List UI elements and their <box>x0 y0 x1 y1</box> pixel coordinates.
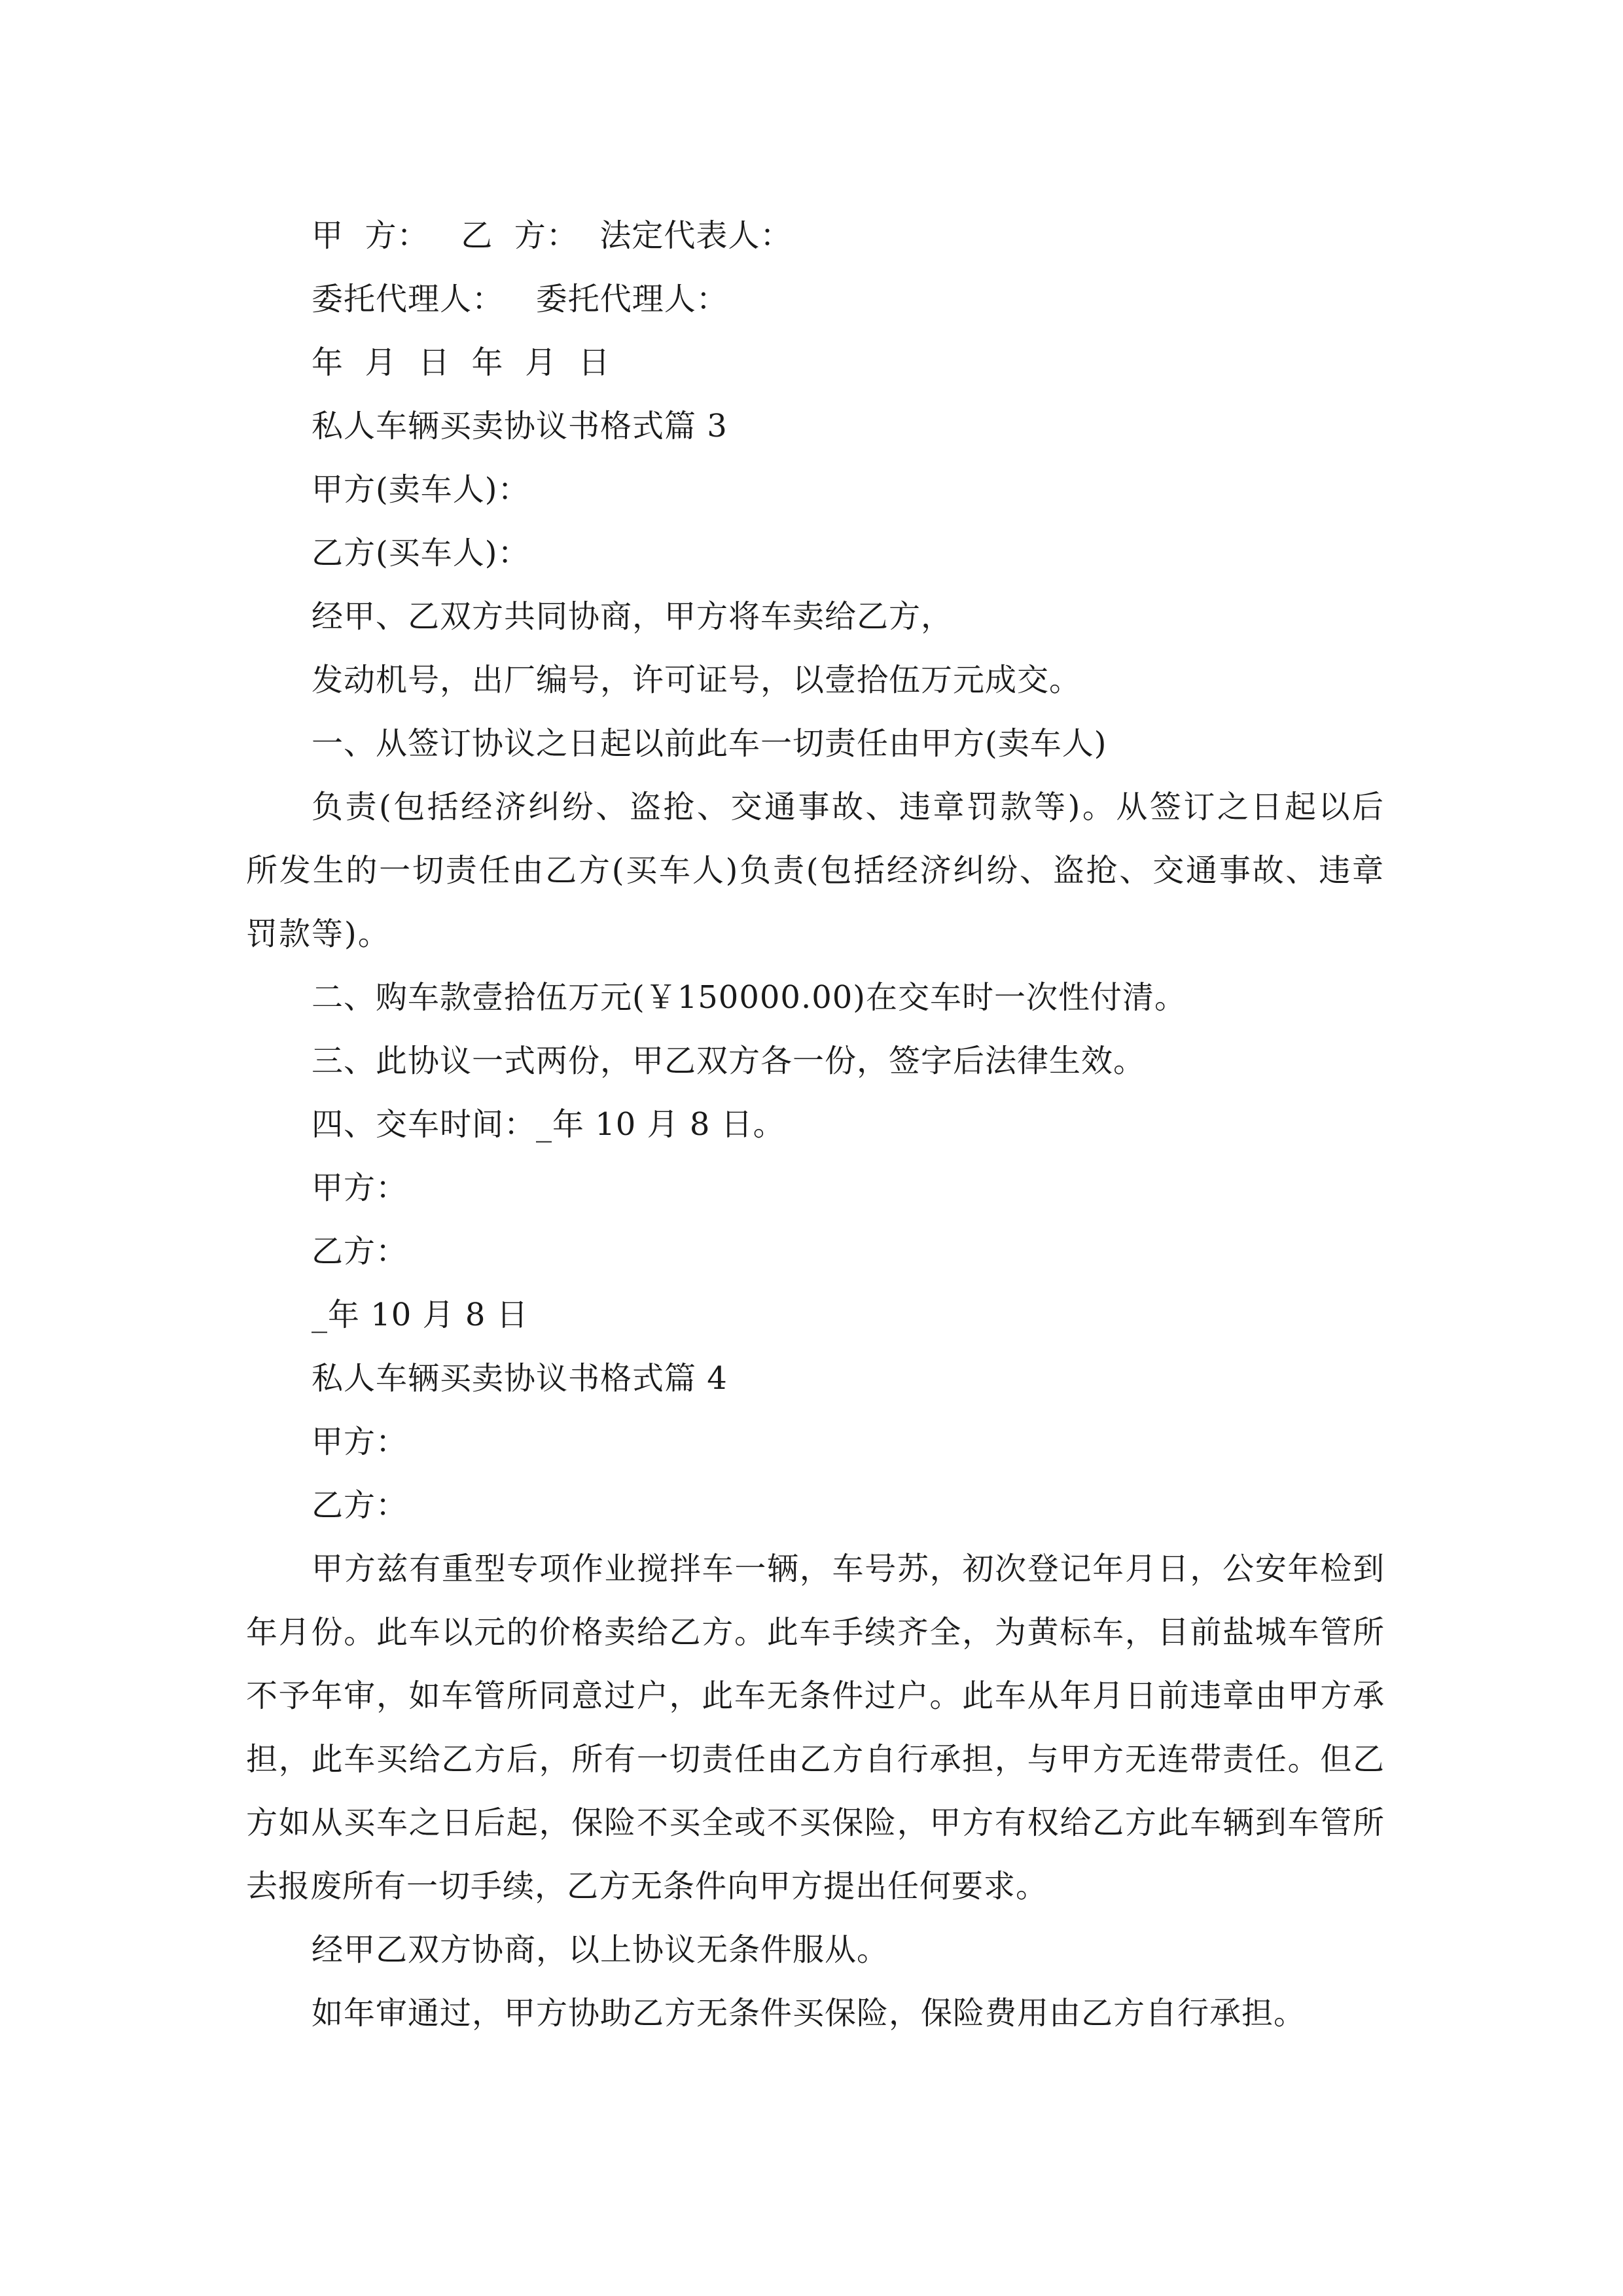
section3-clause1-body: 负责(包括经济纠纷、盗抢、交通事故、违章罚款等)。从签订之日起以后所发生的一切责任由乙方(买车人)负责(包括经济纠纷、盗抢、交通事故、违章罚款等)。 <box>246 789 1385 952</box>
section3-party-a: 甲方(卖车人)： <box>312 471 530 508</box>
section3-clause4: 四、交车时间：_年 10 月 8 日。 <box>312 1106 785 1143</box>
section3-clause1-head: 一、从签订协议之日起以前此车一切责任由甲方(卖车人) <box>312 725 1107 762</box>
section4-insurance: 如年审通过，甲方协助乙方无条件买保险，保险费用由乙方自行承担。 <box>312 1995 1306 2032</box>
section3-party-b: 乙方(买车人)： <box>312 535 530 571</box>
section4-party-b: 乙方： <box>312 1487 408 1524</box>
section3-intro: 经甲、乙双方共同协商，甲方将车卖给乙方， <box>312 598 954 635</box>
section3-sign-a: 甲方： <box>312 1170 408 1206</box>
section4-body: 甲方兹有重型专项作业搅拌车一辆，车号苏，初次登记年月日，公安年检到年月份。此车以元的价格卖给乙方。此车手续齐全，为黄标车，目前盐城车管所不予年审，如车管所同意过户，此车无条件过户。此车从年月日前违章由甲方承担，此车买给乙方后，所有一切责任由乙方自行承担，与甲方无连带责任。但乙方如从买车之日后起，保险不买全或不买保险，甲方有权给乙方此车辆到车管所去报废所有一切手续，乙方无条件向甲方提出任何要求。 <box>246 1551 1385 1905</box>
section3-sign-date: _年 10 月 8 日 <box>312 1297 529 1333</box>
section4-party-a: 甲方： <box>312 1424 408 1460</box>
section4-title: 私人车辆买卖协议书格式篇 4 <box>312 1360 728 1397</box>
section3-engine-line: 发动机号，出厂编号，许可证号，以壹拾伍万元成交。 <box>312 662 1082 698</box>
signature-agents-line: 委托代理人： 委托代理人： <box>312 281 728 317</box>
section3-clause2: 二、购车款壹拾伍万元(￥150000.00)在交车时一次性付清。 <box>312 979 1187 1016</box>
signature-parties-line: 甲 方： 乙 方： 法定代表人： <box>312 217 793 254</box>
section3-title: 私人车辆买卖协议书格式篇 3 <box>312 408 728 444</box>
section3-clause3: 三、此协议一式两份，甲乙双方各一份，签字后法律生效。 <box>312 1043 1146 1079</box>
section4-agreement: 经甲乙双方协商，以上协议无条件服从。 <box>312 1931 889 1968</box>
signature-dates-line: 年 月 日 年 月 日 <box>312 344 611 381</box>
document-body <box>246 204 1385 2045</box>
section3-sign-b: 乙方： <box>312 1233 408 1270</box>
